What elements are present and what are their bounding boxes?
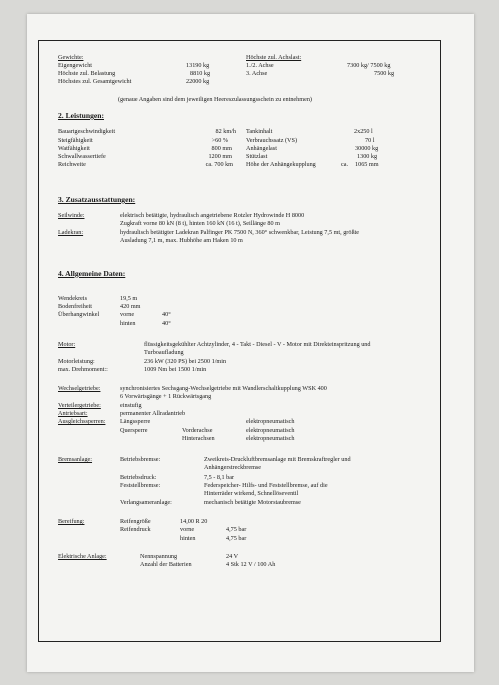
label-wechsel: Wechselgetriebe: (58, 385, 101, 392)
perf-value: 1065 mm (355, 161, 379, 168)
text-line: Anhängerstreckbremse (204, 464, 262, 471)
text-line: Zweikreis-Druckluftbremsanlage mit Bremskraftregler und (204, 456, 351, 463)
gen-value: 7,5 - 8,1 bar (204, 474, 235, 481)
perf-label: Anhängelast (246, 145, 277, 152)
section-heading-zusatz: 3. Zusatzausstattungen: (58, 195, 136, 204)
gen-value: mechanisch betätigte Motorstaubremse (204, 499, 301, 506)
perf-value: 30000 kg (355, 145, 379, 152)
label-ladekran: Ladekran: (58, 229, 84, 236)
weight-label: Höchstes zul. Gesamtgewicht (58, 78, 132, 85)
axle-label: 1./2. Achse (246, 62, 274, 69)
perf-value: 1200 mm (208, 153, 232, 160)
gen-sub: Vorderachse (182, 427, 213, 434)
perf-value: 1300 kg (357, 153, 378, 160)
weight-value: 13190 kg (186, 62, 210, 69)
gen-sub: Anzahl der Batterien (140, 561, 192, 568)
gen-sub: Reifendruck (120, 526, 151, 533)
label-bremsen: Bremsanlage: (58, 456, 93, 463)
gen-value: 4,75 bar (226, 526, 247, 533)
text-line: Federspeicher- Hilfs- und Feststellbremse, auf die (204, 482, 328, 489)
gen-sub: Betriebsdruck: (120, 474, 157, 481)
axle-heading: Höchste zul. Achslast: (246, 54, 302, 61)
section-heading-leistungen: 2. Leistungen: (58, 111, 104, 120)
gen-label: Bodenfreiheit (58, 303, 93, 310)
text-line: 6 Vorwärtsgänge + 1 Rückwärtsgang (120, 393, 212, 400)
gen-value: 4 Stk 12 V / 100 Ah (226, 561, 276, 568)
gen-label: Motorleistung: (58, 358, 95, 365)
weight-value: 22000 kg (186, 78, 210, 85)
label-elektrik: Elektrische Anlage: (58, 553, 107, 560)
text-line: Ausladung 7,1 m, max. Hubhöhe am Haken 10 m (120, 237, 243, 244)
gen-value: permanenter Allradantrieb (120, 410, 186, 417)
text-line: synchronisiertes Sechsgang-Wechselgetriebe mit Wandlerschaltkupplung WSK 400 (120, 385, 327, 392)
text-line: Turboaufladung (144, 349, 184, 356)
weight-value: 8810 kg (190, 70, 211, 77)
weight-label: Höchste zul. Belastung (58, 70, 116, 77)
perf-value: ca. 700 km (205, 161, 233, 168)
text-line: hydraulisch betätigter Ladekran Palfinger PK 7500 N, 360° schwenkbar, Leistung 7,5 mt, größte (120, 229, 360, 236)
gen-value: 420 mm (120, 303, 141, 310)
text-line: Hinterräder wirkend, Schnellöseventil (204, 490, 299, 497)
perf-value: 70 l (365, 137, 375, 144)
gen-value: 40° (162, 320, 171, 327)
perf-label: Watfähigkeit (58, 145, 90, 152)
label-sperren: Ausgleichssperren: (58, 418, 106, 425)
perf-label: Höhe der Anhängekupplung (246, 161, 316, 168)
perf-value: 800 mm (211, 145, 232, 152)
perf-value: 82 km/h (215, 128, 236, 135)
gen-value: 4,75 bar (226, 535, 247, 542)
gen-value: 19,5 m (120, 295, 138, 302)
label-bereifung: Bereifung: (58, 518, 85, 525)
approval-note: (genaue Angaben sind dem jeweiligen Heereszulassungsschein zu entnehmen) (118, 96, 312, 103)
label-verteiler: Verteilergetriebe: (58, 402, 101, 409)
perf-label: Tankinhalt (246, 128, 273, 135)
perf-prefix: ca. (341, 161, 349, 168)
gen-value: 24 V (226, 553, 239, 560)
text-line: Zugkraft vorne 80 kN (8 t), hinten 160 kN (16 t), Seillänge 80 m (120, 220, 280, 227)
label-seilwinde: Seilwinde: (58, 212, 85, 219)
label-antrieb: Antriebsart: (58, 410, 88, 417)
gen-sub: Nennspannung (140, 553, 178, 560)
weight-label: Eigengewicht (58, 62, 93, 69)
section-heading-allgemein: 4. Allgemeine Daten: (58, 269, 126, 278)
gen-value: 236 kW (320 PS) bei 2500 1/min (144, 358, 227, 365)
perf-label: Stützlast (246, 153, 268, 160)
perf-label: Steigfähigkeit (58, 137, 93, 144)
gen-sub: hinten (120, 320, 136, 327)
gen-value: 40° (162, 311, 171, 318)
perf-label: Schwallwassertiefe (58, 153, 106, 160)
weights-heading: Gewichte: (58, 54, 84, 61)
gen-sub: Längssperre (120, 418, 151, 425)
gen-value: elektropneumatisch (246, 418, 295, 425)
perf-label: Verbrauchssatz (VS) (246, 137, 298, 144)
gen-sub: Hinterachsen (182, 435, 215, 442)
axle-value: 7300 kg/ 7500 kg (347, 62, 391, 69)
gen-sub: Betriebsbremse: (120, 456, 161, 463)
gen-sub: Reifengröße (120, 518, 151, 525)
label-motor: Motor: (58, 341, 76, 348)
gen-sub: vorne (120, 311, 135, 318)
gen-sub: Feststellbremse: (120, 482, 161, 489)
text-line: flüssigkeitsgekühlter Achtzylinder, 4 - Takt - Diesel - V - Motor mit Direkteinspritzung und (144, 341, 371, 348)
perf-label: Reichweite (58, 161, 86, 168)
gen-label: Wendekreis (58, 295, 88, 302)
text-line: elektrisch betätigte, hydraulisch angetriebene Rotzler Hydrowinde H 8000 (120, 212, 305, 219)
gen-sub: Verlangsameranlage: (120, 499, 172, 506)
gen-value: 1009 Nm bei 1500 1/min (144, 366, 207, 373)
perf-value: >60 % (211, 137, 228, 144)
axle-value: 7500 kg (374, 70, 395, 77)
gen-value: einstufig (120, 402, 142, 409)
gen-sub: hinten (180, 535, 196, 542)
gen-value: elektropneumatisch (246, 435, 295, 442)
gen-label: Überhangwinkel (58, 311, 100, 318)
gen-value: elektropneumatisch (246, 427, 295, 434)
gen-value: 14,00 R 20 (180, 518, 208, 525)
gen-sub: vorne (180, 526, 195, 533)
perf-label: Bauartgeschwindigkeit (58, 128, 116, 135)
gen-label: max. Drehmoment:: (58, 366, 108, 373)
perf-value: 2x250 l (354, 128, 373, 135)
axle-label: 3. Achse (246, 70, 268, 77)
gen-sub: Quersperre (120, 427, 148, 434)
